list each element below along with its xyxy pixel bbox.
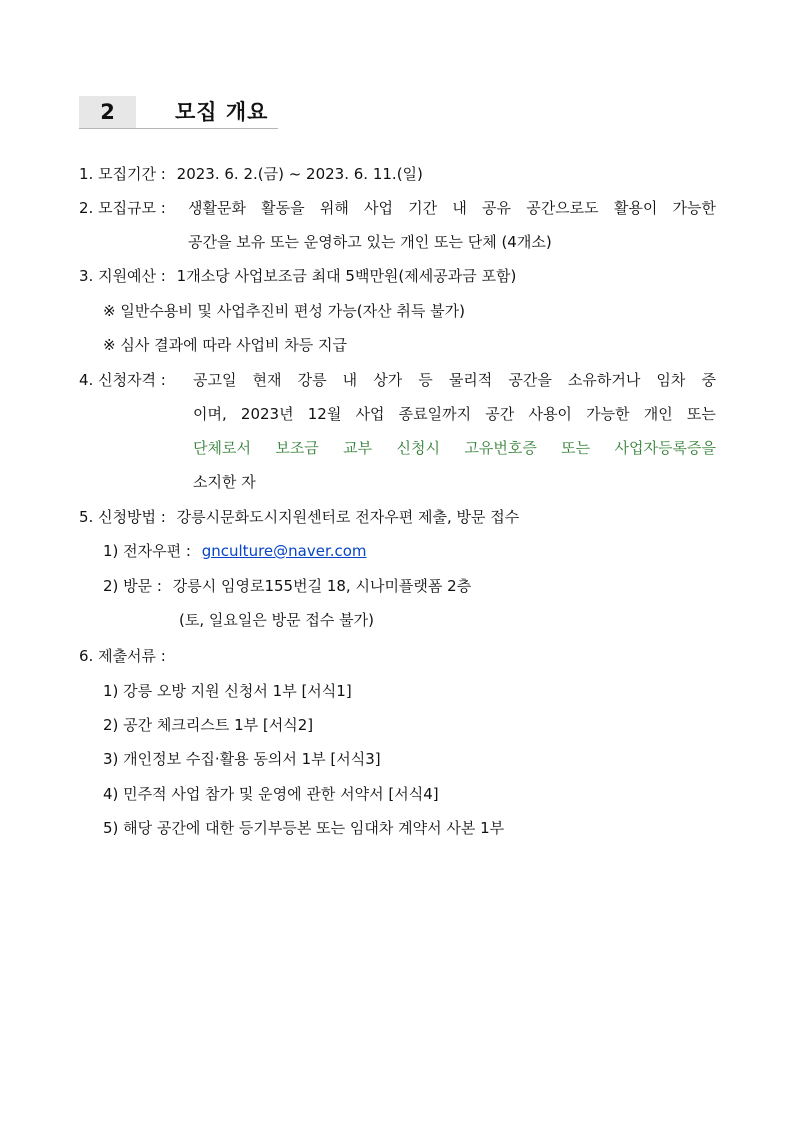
eligibility-line1-word: 등 [418, 371, 433, 389]
scale-line1-word: 활용이 [613, 199, 658, 217]
eligibility-line2-word: 가능한 [586, 405, 630, 423]
eligibility-line1-word: 상가 [373, 371, 403, 389]
visit-address: 강릉시 임영로155번길 18, 시나미플랫폼 2층 [172, 577, 472, 595]
item-scale-line1 [188, 198, 716, 218]
scale-line1-word: 가능한 [672, 199, 716, 217]
eligibility-line1-word: 현재 [252, 371, 282, 389]
scale-line1-word: 기간 [408, 199, 438, 217]
scale-line1-word: 활동을 [261, 199, 305, 217]
item-budget-label: 3. 지원예산 : [79, 267, 166, 285]
eligibility-line1-word: 중 [701, 371, 716, 389]
scale-line1-word: 공간으로도 [526, 199, 599, 217]
eligibility-line1-word: 소유하거나 [567, 371, 641, 389]
eligibility-line1-word: 내 [342, 371, 358, 389]
email-label: 1) 전자우편 : [103, 542, 191, 560]
item-scale-line2: 공간을 보유 또는 운영하고 있는 개인 또는 단체 (4개소) [188, 233, 552, 251]
item-method-email [103, 541, 367, 561]
scale-line1-word: 생활문화 [188, 199, 246, 217]
eligibility-line2-word: 이며, [193, 405, 227, 423]
scale-line1-word: 사업 [364, 199, 393, 217]
visit-note: (토, 일요일은 방문 접수 불가) [179, 611, 374, 629]
eligibility-line2-word: 또는 [686, 405, 716, 423]
eligibility-line3-word: 교부 [343, 439, 373, 457]
eligibility-line2-word: 종료일까지 [398, 405, 472, 423]
eligibility-line2-word: 공간 [485, 405, 515, 423]
eligibility-line2-word: 2023년 [240, 405, 294, 423]
eligibility-line3-word: 보조금 [275, 439, 319, 457]
item-method-label: 5. 신청방법 : [79, 508, 166, 526]
section-number: 2 [79, 96, 136, 128]
item-period-value: 2023. 6. 2.(금) ~ 2023. 6. 11.(일) [176, 165, 423, 183]
eligibility-line1-word: 공고일 [193, 371, 237, 389]
item-budget-value: 1개소당 사업보조금 최대 5백만원(제세공과금 포함) [176, 267, 517, 285]
section-header [79, 96, 278, 130]
document-item: 5) 해당 공간에 대한 등기부등본 또는 임대차 계약서 사본 1부 [103, 819, 505, 837]
eligibility-line3-word: 또는 [561, 439, 591, 457]
scale-line1-word: 위해 [319, 199, 349, 217]
item-budget [79, 266, 516, 286]
item-method [79, 507, 519, 527]
eligibility-line1-word: 공간을 [508, 371, 552, 389]
eligibility-line1-word: 물리적 [448, 371, 493, 389]
document-item: 4) 민주적 사업 참가 및 운영에 관한 서약서 [서식4] [103, 785, 439, 803]
item-method-visit [103, 576, 471, 596]
item-eligibility-label: 4. 신청자격 : [79, 371, 166, 389]
item-eligibility-line2 [193, 404, 716, 424]
item-method-value: 강릉시문화도시지원센터로 전자우편 제출, 방문 접수 [176, 508, 520, 526]
item-scale-label: 2. 모집규모 : [79, 199, 166, 217]
eligibility-line2-word: 사업 [355, 405, 385, 423]
item-budget-note2: ※ 심사 결과에 따라 사업비 차등 지급 [103, 336, 348, 354]
visit-label: 2) 방문 : [103, 577, 162, 595]
eligibility-line2-word: 개인 [643, 405, 673, 423]
eligibility-line2-word: 12월 [307, 405, 342, 423]
scale-line1-word: 내 [452, 199, 467, 217]
eligibility-line3-word: 단체로서 [193, 439, 251, 457]
item-period [79, 164, 423, 184]
document-item: 1) 강릉 오방 지원 신청서 1부 [서식1] [103, 682, 352, 700]
item-period-label: 1. 모집기간 : [79, 165, 166, 183]
eligibility-line2-word: 사용이 [528, 405, 572, 423]
item-documents-label: 6. 제출서류 : [79, 647, 166, 665]
section-title: 모집 개요 [175, 100, 269, 124]
eligibility-line1-word: 임차 [656, 371, 686, 389]
eligibility-line3-word: 고유번호증 [464, 439, 537, 457]
item-eligibility-line4: 소지한 자 [193, 473, 256, 491]
document-item: 2) 공간 체크리스트 1부 [서식2] [103, 716, 314, 734]
document-item: 3) 개인정보 수집·활용 동의서 1부 [서식3] [103, 750, 381, 768]
item-budget-note1: ※ 일반수용비 및 사업추진비 편성 가능(자산 취득 불가) [103, 302, 465, 320]
email-link[interactable]: gnculture@naver.com [201, 542, 367, 560]
eligibility-line3-word: 사업자등록증을 [614, 439, 716, 457]
item-eligibility-line1 [193, 370, 716, 390]
section-divider [79, 128, 278, 129]
eligibility-line1-word: 강릉 [297, 371, 327, 389]
eligibility-line3-word: 신청시 [396, 439, 440, 457]
scale-line1-word: 공유 [482, 199, 512, 217]
item-eligibility-line3 [193, 438, 716, 458]
